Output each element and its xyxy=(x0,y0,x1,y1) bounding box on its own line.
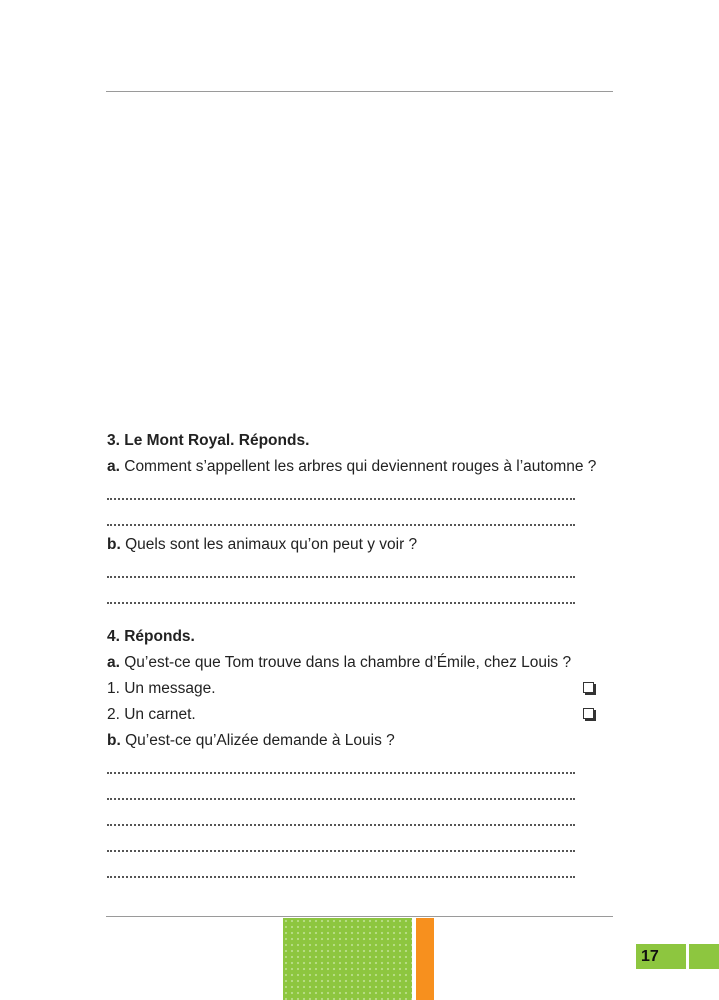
answer-line[interactable] xyxy=(107,858,587,884)
page-edge-tab xyxy=(689,944,719,969)
answer-line[interactable] xyxy=(107,754,587,780)
answer-line[interactable] xyxy=(107,780,587,806)
spacer xyxy=(107,610,587,624)
answer-line[interactable] xyxy=(107,506,587,532)
option-label: 1. Un message. xyxy=(107,680,216,697)
answer-line[interactable] xyxy=(107,480,587,506)
question-label: b. xyxy=(107,732,121,749)
question-text: Qu’est-ce que Tom trouve dans la chambre d’Émile, chez Louis ? xyxy=(119,654,572,671)
section-3-question-b xyxy=(107,532,587,558)
decorative-green-block xyxy=(283,918,412,1000)
section-3-heading: 3. Le Mont Royal. Réponds. xyxy=(107,432,310,449)
section-4-question-b xyxy=(107,728,587,754)
option-2-checkbox[interactable] xyxy=(583,708,594,719)
question-text: Qu’est-ce qu’Alizée demande à Louis ? xyxy=(120,732,395,749)
section-4-question-a xyxy=(107,650,587,676)
question-text: Comment s’appellent les arbres qui deviennent rouges à l’automne ? xyxy=(119,458,597,475)
question-text: Quels sont les animaux qu’on peut y voir ? xyxy=(120,536,418,553)
option-1 xyxy=(107,676,587,702)
bottom-divider xyxy=(106,916,613,917)
answer-line[interactable] xyxy=(107,806,587,832)
answer-line[interactable] xyxy=(107,832,587,858)
exercise-content xyxy=(107,428,597,884)
answer-line[interactable] xyxy=(107,558,587,584)
answer-line[interactable] xyxy=(107,584,587,610)
option-2 xyxy=(107,702,587,728)
page-number: 17 xyxy=(636,944,686,969)
question-label: a. xyxy=(107,654,120,671)
section-4-heading: 4. Réponds. xyxy=(107,628,195,645)
option-label: 2. Un carnet. xyxy=(107,706,196,723)
section-3-question-a xyxy=(107,454,597,480)
question-label: a. xyxy=(107,458,120,475)
question-label: b. xyxy=(107,536,121,553)
top-divider xyxy=(106,91,613,92)
option-1-checkbox[interactable] xyxy=(583,682,594,693)
decorative-orange-bar xyxy=(416,918,434,1000)
